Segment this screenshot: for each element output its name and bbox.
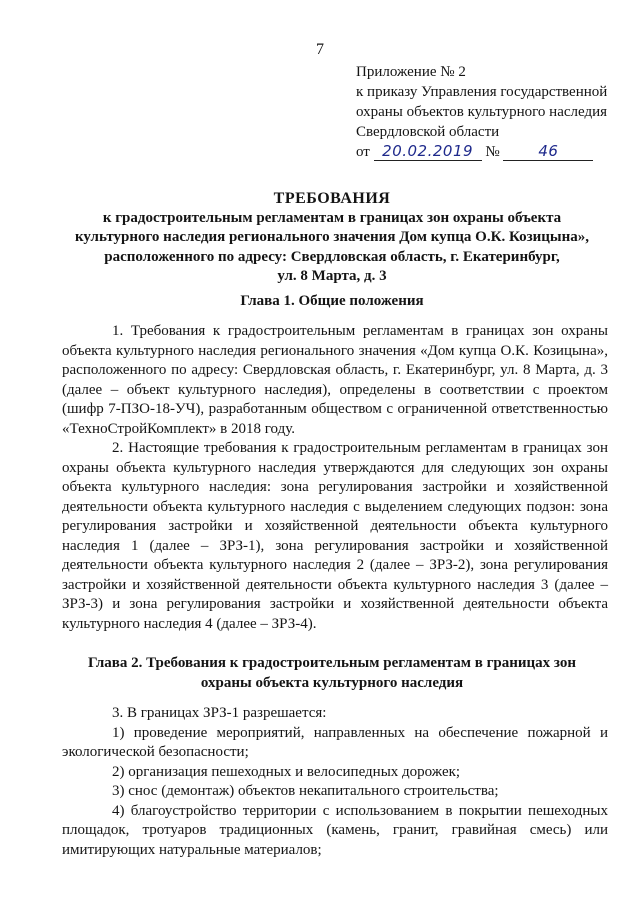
page-number: 7 <box>316 41 324 58</box>
list-item: 4) благоустройство территории с использованием в покрытии пешеходных площадок, тротуаров традиционных (камень, гранит, гравийная смесь) или имитирующих натуральные материалов; <box>62 802 608 858</box>
paragraph-2: 2. Настоящие требования к градостроительным регламентам в границах зон охраны объекта культурного наследия утверждаются для следующих зон охраны объекта культурного наследия: зона регулирования застройки и хозяйственной деятельности объекта культурного наследия с выделением следующих подзон: зона регулирования застройки и хозяйственной деятельности объекта культурного наследия 1 (далее – ЗРЗ-1), зона регулирования застройки и хозяйственной деятельности объекта культурного наследия 2 (далее – ЗРЗ-2), зона регулирования застройки и хозяйственной деятельности объекта культурного наследия 3 (далее – ЗРЗ-3) и зона регулирования застройки и хозяйственной деятельности объекта культурного наследия 4 (далее – ЗРЗ-4). <box>62 440 608 632</box>
number-label: № <box>485 144 500 160</box>
from-label: от <box>356 144 370 160</box>
chapter-1-body <box>62 322 608 634</box>
title-heading: ТРЕБОВАНИЯ <box>273 190 391 207</box>
appendix-line-2: к приказу Управления государственной <box>356 84 608 100</box>
document-title <box>62 189 602 287</box>
chapter-2-heading-line-1: Глава 2. Требования к градостроительным регламентам в границах зон <box>87 655 577 671</box>
title-line-1: к градостроительным регламентам в границах зон охраны объекта <box>102 209 562 226</box>
list-item: 1) проведение мероприятий, направленных на обеспечение пожарной и экологической безопасности; <box>62 724 608 760</box>
order-date-number-line <box>356 142 636 162</box>
chapter-2-body <box>62 704 608 860</box>
list-item: 3) снос (демонтаж) объектов некапитального строительства; <box>112 783 499 799</box>
paragraph-1: 1. Требования к градостроительным регламентам в границах зон охраны объекта культурного наследия регионального значения «Дом купца О.К. Козицына», расположенного по адресу: Свердловская область, г. Екатеринбург, ул. 8 Марта, д. 3 (далее – объект культурного наследия), определены в соответствии с проектом (шифр 7-ПЗО-18-УЧ), разработанным обществом с ограниченной ответственностью «ТехноСтройКомплект» в 2018 году. <box>62 323 608 437</box>
handwritten-number: 46 <box>538 142 559 160</box>
chapter-1-heading: Глава 1. Общие положения <box>240 293 424 309</box>
title-line-2: культурного наследия регионального значения Дом купца О.К. Козицына», <box>75 229 589 245</box>
chapter-2-heading-line-2: охраны объекта культурного наследия <box>200 674 464 691</box>
section-3-intro: 3. В границах ЗРЗ-1 разрешается: <box>112 705 327 721</box>
title-line-4: ул. 8 Марта, д. 3 <box>277 268 387 284</box>
appendix-line-3: охраны объектов культурного наследия <box>356 104 608 120</box>
order-number-field <box>503 143 593 161</box>
chapter-2-heading <box>62 654 602 693</box>
appendix-line-4: Свердловской области <box>356 124 500 140</box>
title-line-3: расположенного по адресу: Свердловская область, г. Екатеринбург, <box>104 248 560 265</box>
handwritten-date: 20.02.2019 <box>382 142 474 160</box>
appendix-line-1: Приложение № 2 <box>356 64 466 80</box>
appendix-block <box>356 62 636 162</box>
list-item: 2) организация пешеходных и велосипедных дорожек; <box>112 763 461 780</box>
order-date-field <box>374 143 482 161</box>
